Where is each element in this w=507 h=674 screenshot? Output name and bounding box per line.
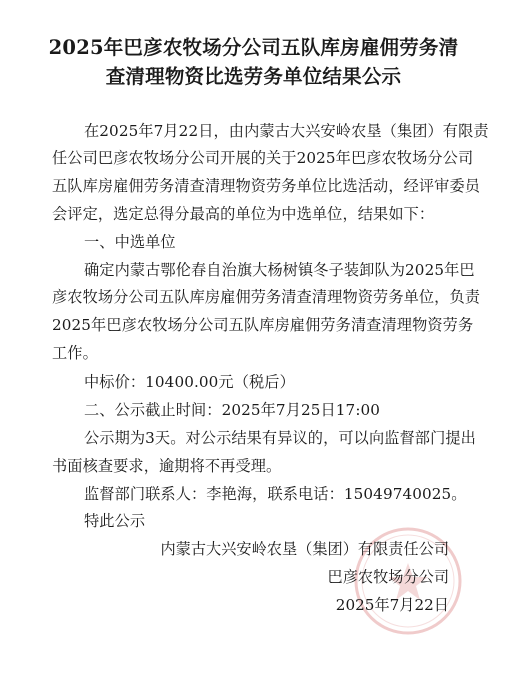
paragraph-2-line-1: 确定内蒙古鄂伦春自治旗大杨树镇冬子装卸队为2025年巴 [84, 261, 475, 279]
paragraph-1-line-3: 五队库房雇佣劳务清查清理物资劳务单位比选活动，经评审委员 [52, 177, 481, 195]
section-2-heading: 二、公示截止时间：2025年7月25日17:00 [84, 401, 381, 419]
paragraph-1-line-2: 任公司巴彦农牧场分公司开展的关于2025年巴彦农牧场分公司 [52, 149, 474, 167]
signature-date: 2025年7月22日 [335, 596, 449, 614]
section-1-heading: 一、中选单位 [84, 233, 176, 251]
signature-branch: 巴彦农牧场分公司 [327, 568, 449, 586]
paragraph-3-line-2: 书面核查要求，逾期将不再受理。 [52, 457, 282, 475]
contact-info: 监督部门联系人：李艳海，联系电话：15049740025。 [84, 485, 467, 503]
paragraph-2-line-2: 彦农牧场分公司五队库房雇佣劳务清查清理物资劳务单位，负责 [52, 288, 481, 306]
signature-organization: 内蒙古大兴安岭农垦（集团）有限责任公司 [160, 540, 449, 558]
document-title-line-2: 查清理物资比选劳务单位结果公示 [105, 65, 402, 88]
paragraph-1-line-4: 会评定，选定总得分最高的单位为中选单位，结果如下： [52, 205, 435, 223]
bid-price: 中标价：10400.00元（税后） [84, 373, 295, 391]
closing-text: 特此公示 [84, 512, 146, 530]
paragraph-2-line-4: 工作。 [52, 344, 98, 362]
paragraph-1-line-1: 在2025年7月22日，由内蒙古大兴安岭农垦（集团）有限责 [84, 122, 489, 140]
paragraph-3-line-1: 公示期为3天。对公示结果有异议的，可以向监督部门提出 [84, 429, 476, 447]
paragraph-2-line-3: 2025年巴彦农牧场分公司五队库房雇佣劳务清查清理物资劳务 [52, 316, 474, 334]
document-title-line-1: 2025年巴彦农牧场分公司五队库房雇佣劳务清 [48, 36, 459, 59]
